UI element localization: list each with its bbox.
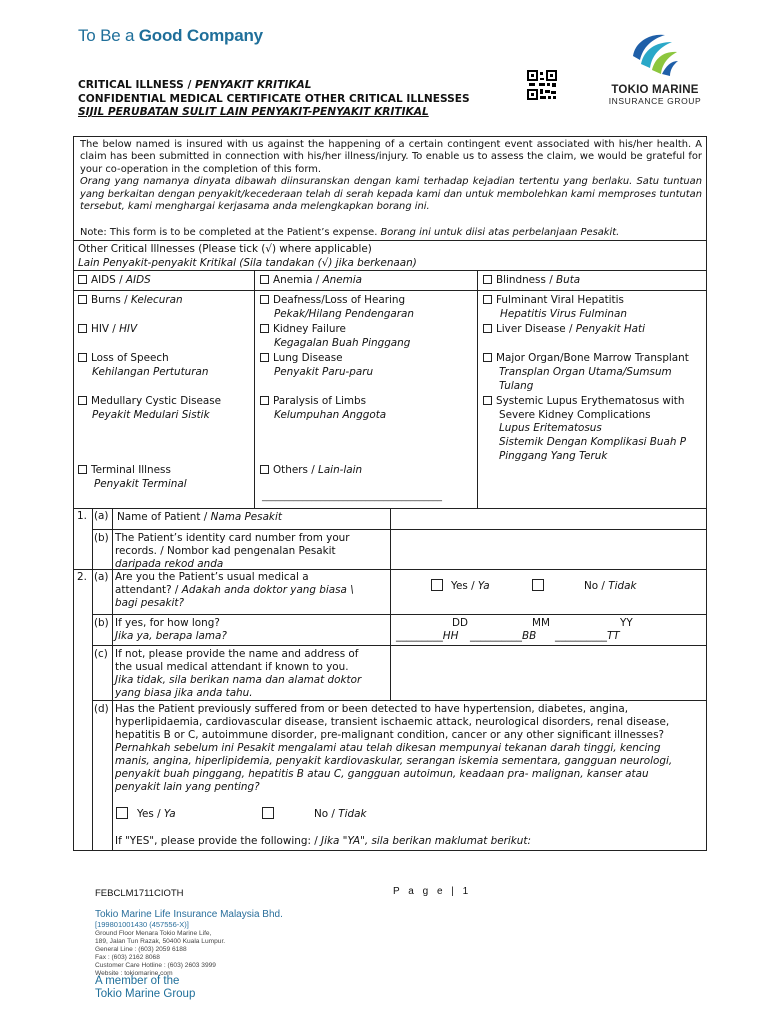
tagline: To Be a Good Company [78, 26, 263, 45]
q1a-label: (a) [94, 510, 109, 522]
q2b-yy: YY [620, 617, 633, 629]
q2c-text-2: the usual medical attendant if known to you. [115, 661, 349, 673]
q2b-text-1: If yes, for how long? [115, 617, 220, 629]
page-number: P a g e | 1 [393, 886, 472, 897]
illness-lung[interactable]: Lung Disease [260, 352, 343, 365]
illness-lupus-malay-1: Lupus Eritematosus [499, 422, 602, 434]
form-title [78, 79, 470, 120]
others-input-line[interactable]: ________________________________________ [262, 492, 442, 502]
illness-transplant-malay-2: Tulang [499, 380, 534, 392]
illness-hepatitis-malay: Hepatitis Virus Fulminan [500, 308, 627, 320]
transplant-checkbox[interactable] [483, 353, 492, 362]
q2d-no-checkbox[interactable] [262, 807, 274, 819]
q2a-yes-label: Yes / Ya [451, 580, 490, 592]
illness-liver[interactable]: Liver Disease / Penyakit Hati [483, 323, 645, 336]
q2d-text-1: Has the Patient previously suffered from or been detected to have hypertension, diabetes, angina, [115, 703, 629, 715]
divider [112, 508, 113, 851]
q2c-label: (c) [94, 648, 108, 660]
title-line-2: CONFIDENTIAL MEDICAL CERTIFICATE OTHER CRITICAL ILLNESSES [78, 92, 470, 105]
speech-checkbox[interactable] [78, 353, 87, 362]
divider [92, 508, 93, 851]
note-text: Note: This form is to be completed at the Patient’s expense. Borang ini untuk diisi atas perbelanjaan Pesakit. [80, 227, 620, 238]
deafness-checkbox[interactable] [260, 295, 269, 304]
q2d-no-label: No / Tidak [314, 808, 367, 820]
form-code: FEBCLM1711CIOTH [95, 888, 184, 899]
q2a-yes-checkbox[interactable] [431, 579, 443, 591]
title-line-3: SIJIL PERUBATAN SULIT LAIN PENYAKIT-PENYAKIT KRITIKAL [78, 106, 429, 118]
divider [92, 614, 707, 615]
illness-terminal-malay: Penyakit Terminal [94, 478, 187, 490]
intro-text [80, 139, 702, 213]
illness-deafness[interactable]: Deafness/Loss of Hearing [260, 294, 405, 307]
q2d-text-4: Pernahkah sebelum ini Pesakit mengalami atau telah dikesan mempunyai tekanan darah tinggi, kencing [115, 742, 661, 754]
illness-lupus-malay-3: Pinggang Yang Teruk [499, 450, 608, 462]
company-general-line: General Line : (603) 2059 6188 [95, 946, 187, 953]
q2d-label: (d) [94, 703, 109, 715]
q2a-text-2: attendant? / Adakah anda doktor yang biasa \ [115, 584, 354, 596]
illness-lupus-malay-2: Sistemik Dengan Komplikasi Buah P [499, 436, 687, 448]
q2d-text-3: hepatitis B or C, autoimmune disorder, pre-malignant condition, cancer or any other significant illnesses? [115, 729, 665, 741]
intro-english: The below named is insured with us against the happening of a certain contingent event associated with his/her health. A claim has been submitted in connection with his/her illness/injury. To enable us to assess the claim, we would be grateful for your co-operation in the completion of this form. [80, 139, 702, 175]
q2b-months-input[interactable]: __________BB [470, 630, 537, 642]
aids-checkbox[interactable] [78, 275, 87, 284]
illness-lupus[interactable]: Systemic Lupus Erythematosus with [483, 395, 684, 408]
q2a-no-label: No / Tidak [584, 580, 637, 592]
medullary-checkbox[interactable] [78, 396, 87, 405]
patient-name-input[interactable] [391, 509, 706, 529]
company-fax: Fax : (603) 2162 8068 [95, 954, 160, 961]
qr-code-icon [527, 70, 557, 100]
divider [254, 270, 255, 508]
title-line-1: CRITICAL ILLNESS / PENYAKIT KRITIKAL [78, 79, 312, 91]
lung-checkbox[interactable] [260, 353, 269, 362]
q2b-years-input[interactable]: __________TT [555, 630, 620, 642]
q2c-text-4: yang biasa jika anda tahu. [115, 687, 253, 699]
q2b-dd: DD [452, 617, 469, 629]
illness-lupus-en-2: Severe Kidney Complications [499, 409, 651, 421]
paralysis-checkbox[interactable] [260, 396, 269, 405]
hepatitis-checkbox[interactable] [483, 295, 492, 304]
q2c-text-3: Jika tidak, sila berikan nama dan alamat doktor [115, 674, 362, 686]
q2b-text-2: Jika ya, berapa lama? [115, 630, 227, 642]
illness-kidney-malay: Kegagalan Buah Pinggang [274, 337, 411, 349]
illness-speech[interactable]: Loss of Speech [78, 352, 169, 365]
terminal-checkbox[interactable] [78, 465, 87, 474]
illness-blindness[interactable]: Blindness / Buta [483, 274, 580, 287]
divider [73, 569, 707, 570]
q2a-label: (a) [94, 571, 109, 583]
illness-anemia[interactable]: Anemia / Anemia [260, 274, 362, 287]
illness-paralysis-malay: Kelumpuhan Anggota [274, 409, 387, 421]
logo-main-text: TOKIO MARINE [611, 84, 699, 96]
illness-speech-malay: Kehilangan Pertuturan [92, 366, 209, 378]
tokio-marine-logo [600, 30, 710, 106]
others-checkbox[interactable] [260, 465, 269, 474]
q1-number: 1. [77, 510, 87, 522]
identity-number-input[interactable] [391, 530, 706, 569]
q2d-text-5: manis, angina, hiperlipidemia, penyakit kardiovaskular, serangan iskemia sementara, gangguan neurologi, [115, 755, 673, 767]
illness-transplant-malay-1: Transplan Organ Utama/Sumsum [499, 366, 672, 378]
company-website: Website : tokiomarine.com [95, 970, 173, 977]
illness-transplant[interactable]: Major Organ/Bone Marrow Transplant [483, 352, 689, 365]
q2a-no-checkbox[interactable] [532, 579, 544, 591]
illness-heading-malay: Lain Penyakit-penyakit Kritikal (Sila tandakan (√) jika berkenaan) [78, 257, 417, 269]
member-of-group [95, 975, 195, 1001]
liver-checkbox[interactable] [483, 324, 492, 333]
q1b-text-3: daripada rekod anda [115, 558, 224, 570]
q2a-text-1: Are you the Patient’s usual medical a [115, 571, 309, 583]
illness-heading: Other Critical Illnesses (Please tick (√) where applicable) [78, 243, 372, 255]
company-reg: [199801001430 (457556-X)] [95, 920, 189, 929]
tokio-marine-emblem-icon [600, 30, 710, 80]
company-address-2: 189, Jalan Tun Razak, 50400 Kuala Lumpur. [95, 938, 226, 945]
illness-paralysis[interactable]: Paralysis of Limbs [260, 395, 366, 408]
divider [92, 700, 707, 701]
illness-lung-malay: Penyakit Paru-paru [274, 366, 374, 378]
q2d-follow-up: If "YES", please provide the following: / Jika "YA", sila berikan maklumat berikut: [115, 835, 531, 847]
kidney-checkbox[interactable] [260, 324, 269, 333]
usual-attendant-input[interactable] [391, 646, 706, 700]
company-address-1: Ground Floor Menara Tokio Marine Life, [95, 930, 212, 937]
divider [73, 290, 707, 291]
illness-deafness-malay: Pekak/Hilang Pendengaran [274, 308, 415, 320]
divider [73, 270, 707, 271]
illness-medullary-malay: Peyakit Medulari Sistik [92, 409, 210, 421]
company-info [95, 909, 283, 978]
q2-number: 2. [77, 571, 87, 583]
illness-hiv[interactable]: HIV / HIV [78, 323, 137, 336]
illness-burns[interactable]: Burns / Kelecuran [78, 294, 183, 307]
illness-kidney[interactable]: Kidney Failure [260, 323, 346, 336]
q2b-label: (b) [94, 617, 109, 629]
q2a-text-3: bagi pesakit? [115, 597, 185, 609]
q2b-days-input[interactable]: _________HH [396, 630, 459, 642]
q1a-text: Name of Patient / Nama Pesakit [117, 511, 282, 523]
q1b-text-1: The Patient’s identity card number from your [115, 532, 350, 544]
logo-sub-text: INSURANCE GROUP [608, 96, 702, 106]
member-line-1: A member of the [95, 975, 180, 987]
illness-aids[interactable]: AIDS / AIDS [78, 274, 151, 287]
q2d-text-6: penyakit buah pinggang, hepatitis B atau C, gangguan autoimun, keadaan pra- malignan, kanser atau [115, 768, 649, 780]
q1b-label: (b) [94, 532, 109, 544]
burns-checkbox[interactable] [78, 295, 87, 304]
company-name: Tokio Marine Life Insurance Malaysia Bhd. [95, 909, 283, 920]
q2d-yes-label: Yes / Ya [137, 808, 176, 820]
member-line-2: Tokio Marine Group [95, 988, 196, 1000]
q2b-mm: MM [532, 617, 550, 629]
q2d-text-2: hyperlipidaemia, cardiovascular disease, transient ischaemic attack, neurological disorders, renal disease, [115, 716, 670, 728]
q2d-yes-checkbox[interactable] [116, 807, 128, 819]
anemia-checkbox[interactable] [260, 275, 269, 284]
illness-hepatitis[interactable]: Fulminant Viral Hepatitis [483, 294, 624, 307]
blindness-checkbox[interactable] [483, 275, 492, 284]
illness-medullary[interactable]: Medullary Cystic Disease [78, 395, 221, 408]
divider [73, 240, 707, 241]
illness-others[interactable]: Others / Lain-lain [260, 464, 362, 477]
company-care-line: Customer Care Hotline : (603) 2603 3999 [95, 962, 216, 969]
q2d-text-7: penyakit lain yang penting? [115, 781, 260, 793]
q1b-text-2: records. / Nombor kad pengenalan Pesakit [115, 545, 336, 557]
divider [477, 270, 478, 508]
q2c-text-1: If not, please provide the name and address of [115, 648, 359, 660]
illness-terminal[interactable]: Terminal Illness [78, 464, 171, 477]
hiv-checkbox[interactable] [78, 324, 87, 333]
intro-malay: Orang yang namanya dinyata dibawah diinsuranskan dengan kami terhadap kejadian tertentu yang berlaku. Satu tuntuan yang berkaitan dengan penyakit/kecederaan telah di serah kepada kami dan untuk membolehkan kami memproses tuntutan tersebut, kami menghargai kerjasama anda melengkapkan borang ini. [80, 176, 702, 213]
lupus-checkbox[interactable] [483, 396, 492, 405]
